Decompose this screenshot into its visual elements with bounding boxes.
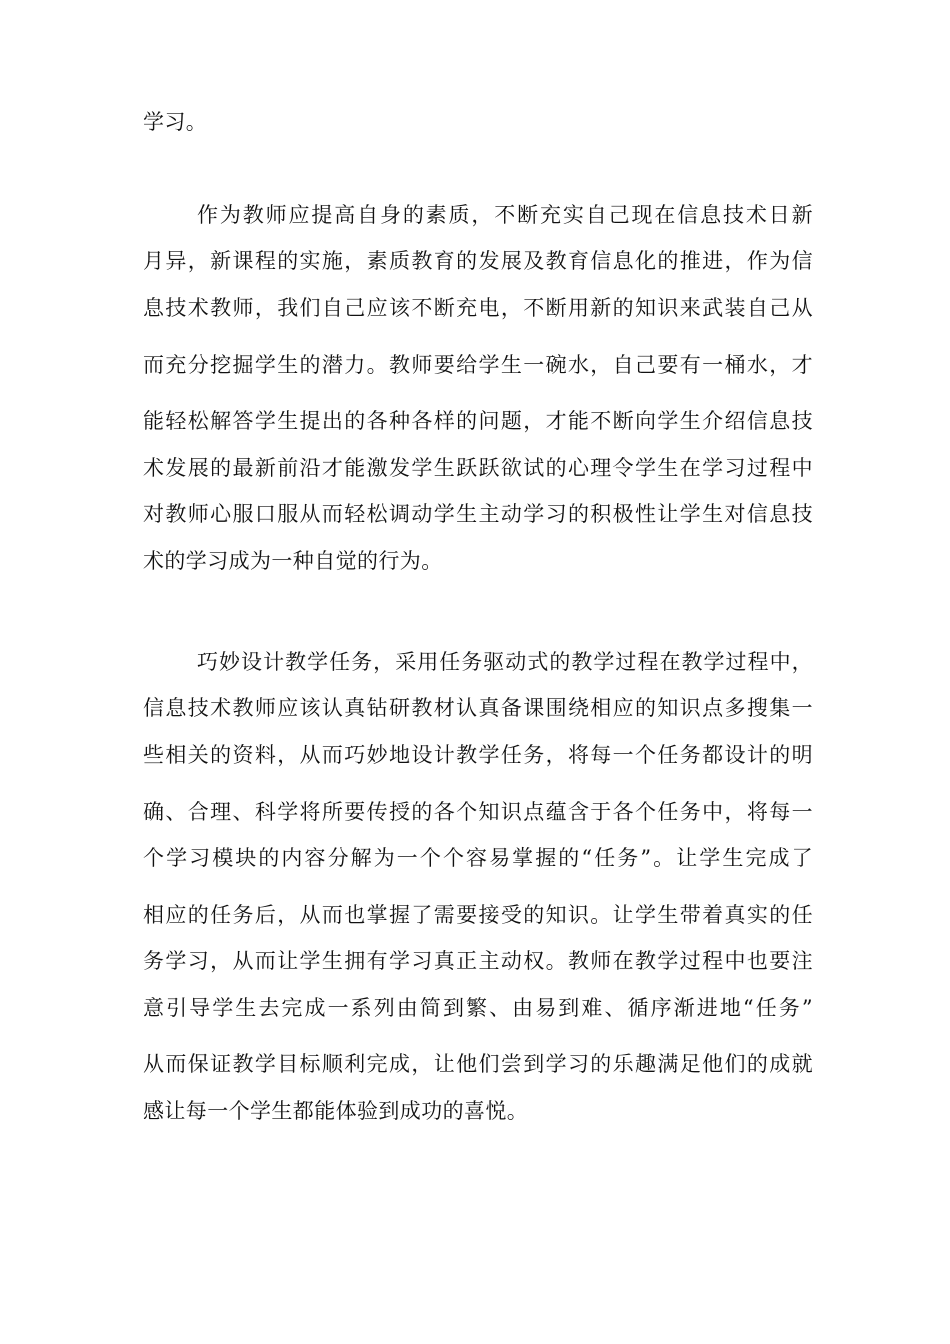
- text-line: 个学习模块的内容分解为一个个容易掌握的“任务”。让学生完成了: [143, 846, 813, 870]
- text-line: 信息技术教师应该认真钻研教材认真备课围绕相应的知识点多搜集一: [143, 696, 813, 720]
- text-line: 而充分挖掘学生的潜力。教师要给学生一碗水，自己要有一桶水，才: [143, 353, 813, 377]
- text-line: 能轻松解答学生提出的各种各样的问题，才能不断向学生介绍信息技: [143, 409, 813, 433]
- text-line: 从而保证教学目标顺利完成，让他们尝到学习的乐趣满足他们的成就: [143, 1052, 813, 1076]
- text-line: 相应的任务后，从而也掌握了需要接受的知识。让学生带着真实的任: [143, 903, 813, 927]
- text-line: 月异，新课程的实施，素质教育的发展及教育信息化的推进，作为信: [143, 249, 813, 273]
- text-line: 些相关的资料，从而巧妙地设计教学任务，将每一个任务都设计的明: [143, 743, 813, 767]
- text-line: 学习。: [143, 110, 208, 134]
- paragraph-first-line: 巧妙设计教学任务，采用任务驱动式的教学过程在教学过程中，: [197, 650, 813, 674]
- text-line: 意引导学生去完成一系列由简到繁、由易到难、循序渐进地“任务”: [143, 996, 813, 1020]
- paragraph-first-line: 作为教师应提高自身的素质，不断充实自己现在信息技术日新: [197, 203, 813, 227]
- text-line: 感让每一个学生都能体验到成功的喜悦。: [143, 1099, 529, 1123]
- text-line: 确、合理、科学将所要传授的各个知识点蕴含于各个任务中，将每一: [143, 800, 813, 824]
- text-line: 息技术教师，我们自己应该不断充电，不断用新的知识来武装自己从: [143, 296, 813, 320]
- text-line: 术的学习成为一种自觉的行为。: [143, 549, 443, 573]
- text-line: 术发展的最新前沿才能激发学生跃跃欲试的心理令学生在学习过程中: [143, 456, 813, 480]
- text-line: 对教师心服口服从而轻松调动学生主动学习的积极性让学生对信息技: [143, 502, 813, 526]
- text-line: 务学习，从而让学生拥有学习真正主动权。教师在教学过程中也要注: [143, 949, 813, 973]
